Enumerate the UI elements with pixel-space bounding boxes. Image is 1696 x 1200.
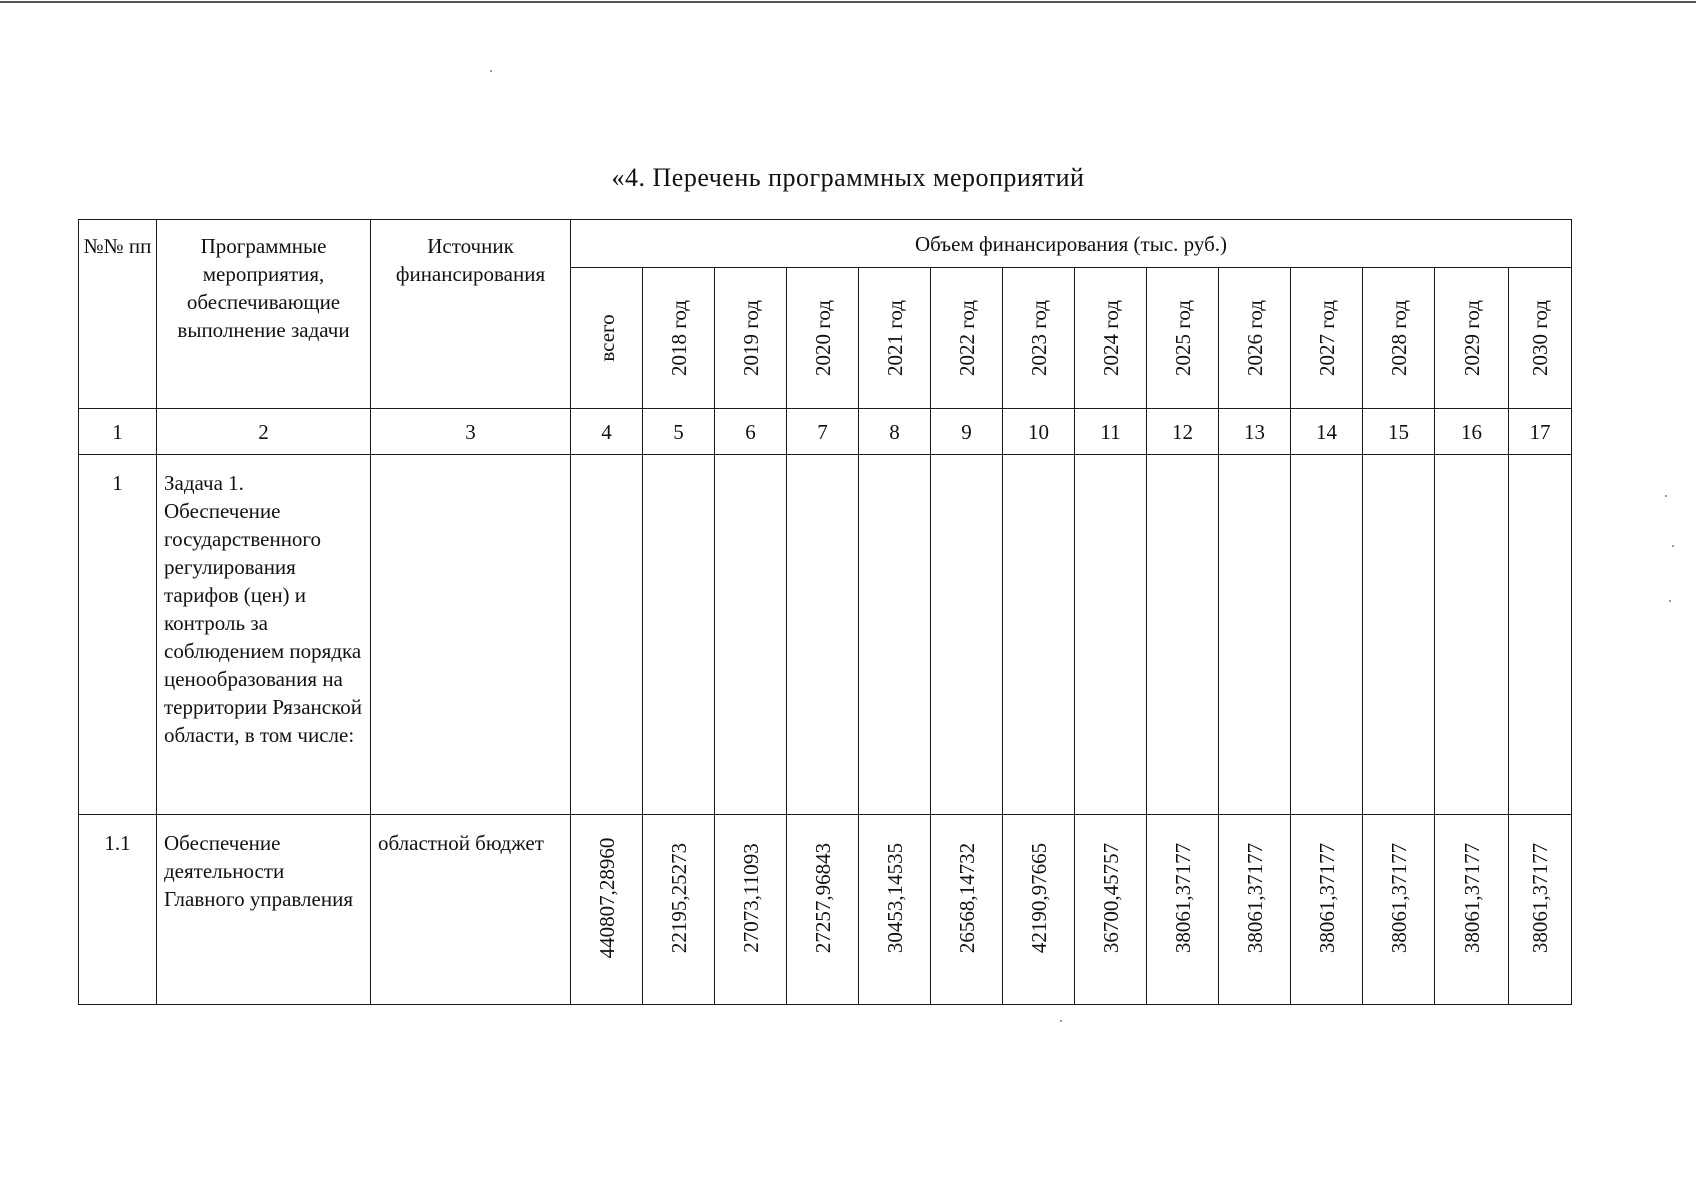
header-measures: Программные мероприятия, обеспечивающие выполнение задачи <box>157 220 371 409</box>
header-col-year <box>1363 268 1435 409</box>
activity-value <box>1219 815 1291 1005</box>
column-number: 8 <box>859 409 931 455</box>
activity-value-text: 440807,28960 <box>594 837 619 959</box>
task-value <box>1435 455 1509 815</box>
activity-number: 1.1 <box>79 815 157 1005</box>
task-value <box>859 455 931 815</box>
column-number: 1 <box>79 409 157 455</box>
task-value <box>1003 455 1075 815</box>
column-number: 6 <box>715 409 787 455</box>
column-number: 9 <box>931 409 1003 455</box>
header-row-1 <box>79 220 1572 268</box>
task-value <box>1147 455 1219 815</box>
activity-value-text: 36700,45757 <box>1098 843 1123 954</box>
activity-value-text: 38061,37177 <box>1528 843 1552 954</box>
activity-value-text: 38061,37177 <box>1170 843 1195 954</box>
task-value <box>1219 455 1291 815</box>
header-col-year <box>931 268 1003 409</box>
activity-value <box>571 815 643 1005</box>
task-description: Задача 1. Обеспечение государственного регулирования тарифов (цен) и контроль за соблюдением порядка ценообразования на территории Рязанской области, в том числе: <box>157 455 371 815</box>
column-number: 4 <box>571 409 643 455</box>
header-col-label: всего <box>594 314 619 362</box>
header-col-year <box>1291 268 1363 409</box>
table-row-task-1 <box>79 455 1572 815</box>
header-funding: Объем финансирования (тыс. руб.) <box>571 220 1572 268</box>
column-number: 13 <box>1219 409 1291 455</box>
top-border-line <box>0 1 1696 3</box>
activity-value-text: 38061,37177 <box>1314 843 1339 954</box>
header-col-label: 2021 год <box>882 300 907 376</box>
task-value <box>1291 455 1363 815</box>
scan-speck <box>490 70 492 72</box>
header-col-label: 2022 год <box>954 300 979 376</box>
task-value <box>931 455 1003 815</box>
activity-value <box>1003 815 1075 1005</box>
task-value <box>715 455 787 815</box>
header-col-year <box>1219 268 1291 409</box>
task-value <box>1363 455 1435 815</box>
activity-value <box>1075 815 1147 1005</box>
header-col-label: 2018 год <box>666 300 691 376</box>
activity-value-text: 26568,14732 <box>954 843 979 954</box>
header-col-total <box>571 268 643 409</box>
task-number: 1 <box>79 455 157 815</box>
header-col-label: 2029 год <box>1459 300 1484 376</box>
column-number: 5 <box>643 409 715 455</box>
activity-value <box>1291 815 1363 1005</box>
activity-value-text: 38061,37177 <box>1386 843 1411 954</box>
task-value <box>1075 455 1147 815</box>
activity-value <box>715 815 787 1005</box>
header-col-label: 2020 год <box>810 300 835 376</box>
header-col-year <box>1435 268 1509 409</box>
activity-value-text: 22195,25273 <box>666 843 691 954</box>
header-col-year <box>715 268 787 409</box>
column-number: 3 <box>371 409 571 455</box>
activity-value <box>1363 815 1435 1005</box>
activity-description: Обеспечение деятельности Главного управления <box>157 815 371 1005</box>
activity-value-text: 27073,11093 <box>738 843 763 953</box>
column-number: 14 <box>1291 409 1363 455</box>
header-col-year <box>1147 268 1219 409</box>
scan-speck <box>1060 1020 1062 1022</box>
header-col-label: 2025 год <box>1170 300 1195 376</box>
header-col-year <box>787 268 859 409</box>
task-value <box>643 455 715 815</box>
header-col-year <box>1003 268 1075 409</box>
header-no: №№ пп <box>79 220 157 409</box>
task-source <box>371 455 571 815</box>
header-source: Источник финансирования <box>371 220 571 409</box>
activity-value-text: 42190,97665 <box>1026 843 1051 954</box>
column-number: 11 <box>1075 409 1147 455</box>
column-number: 2 <box>157 409 371 455</box>
scan-speck <box>1672 545 1674 547</box>
header-col-year <box>1509 268 1572 409</box>
activity-value-text: 38061,37177 <box>1242 843 1267 954</box>
header-col-label: 2026 год <box>1242 300 1267 376</box>
header-col-label: 2027 год <box>1314 300 1339 376</box>
task-value <box>571 455 643 815</box>
activity-source: областной бюджет <box>371 815 571 1005</box>
activity-value <box>1435 815 1509 1005</box>
page-title: «4. Перечень программных мероприятий <box>611 163 1085 192</box>
column-number: 10 <box>1003 409 1075 455</box>
activity-value-text: 30453,14535 <box>882 843 907 954</box>
column-number-row <box>79 409 1572 455</box>
activity-value <box>1147 815 1219 1005</box>
column-number: 17 <box>1509 409 1572 455</box>
activity-value-text: 27257,96843 <box>810 843 835 954</box>
header-col-label: 2023 год <box>1026 300 1051 376</box>
activity-value-text: 38061,37177 <box>1459 843 1484 954</box>
column-number: 7 <box>787 409 859 455</box>
activity-value <box>859 815 931 1005</box>
header-col-label: 2028 год <box>1386 300 1411 376</box>
column-number: 12 <box>1147 409 1219 455</box>
header-col-year <box>1075 268 1147 409</box>
header-col-year <box>643 268 715 409</box>
task-value <box>787 455 859 815</box>
header-col-label: 2019 год <box>738 300 763 376</box>
header-col-year <box>859 268 931 409</box>
header-col-label: 2024 год <box>1098 300 1123 376</box>
scan-speck <box>1665 495 1667 497</box>
program-measures-table <box>78 219 1572 1005</box>
column-number: 15 <box>1363 409 1435 455</box>
column-number: 16 <box>1435 409 1509 455</box>
scan-speck <box>1669 600 1671 602</box>
activity-value <box>787 815 859 1005</box>
header-col-label: 2030 год <box>1528 300 1552 376</box>
task-value <box>1509 455 1572 815</box>
activity-value <box>1509 815 1572 1005</box>
activity-value <box>931 815 1003 1005</box>
activity-value <box>643 815 715 1005</box>
table-row-activity-1-1 <box>79 815 1572 1005</box>
